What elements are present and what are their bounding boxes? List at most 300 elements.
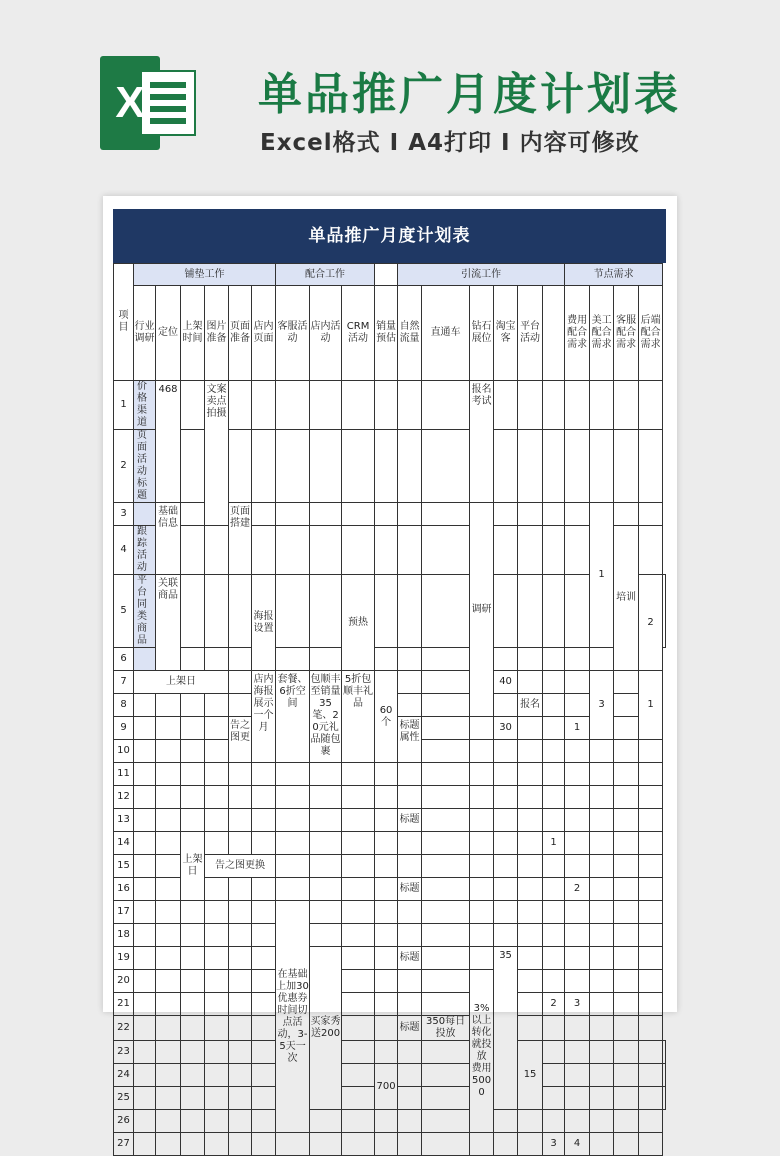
table-cell <box>422 381 470 430</box>
row-number: 5 <box>114 575 134 648</box>
table-cell <box>639 878 663 901</box>
table-cell <box>590 809 614 832</box>
table-cell <box>205 993 229 1016</box>
table-cell <box>398 1087 422 1110</box>
table-cell <box>565 901 590 924</box>
table-cell <box>252 786 276 809</box>
table-cell <box>422 970 470 993</box>
table-cell <box>229 1087 252 1110</box>
table-cell <box>614 1110 639 1133</box>
table-cell <box>156 901 181 924</box>
table-cell <box>375 947 398 970</box>
col-blank <box>543 286 565 381</box>
table-cell <box>639 526 663 575</box>
table-cell <box>181 1041 205 1064</box>
table-cell <box>252 1110 276 1133</box>
table-cell <box>229 694 252 717</box>
table-cell <box>639 901 663 924</box>
table-cell <box>156 740 181 763</box>
table-cell <box>494 763 518 786</box>
cell-r25-forecast: 700 <box>375 1064 398 1110</box>
table-cell <box>470 832 494 855</box>
cell-r8-platform: 报名 <box>518 694 543 717</box>
table-cell <box>229 575 252 648</box>
table-cell <box>134 1110 156 1133</box>
table-cell <box>156 993 181 1016</box>
table-cell <box>342 503 375 526</box>
table-cell <box>494 648 518 671</box>
table-cell <box>342 947 375 970</box>
table-cell <box>518 901 543 924</box>
table-cell <box>494 430 518 503</box>
table-cell <box>375 1041 398 1064</box>
table-cell <box>276 430 310 503</box>
table-cell <box>590 1041 614 1064</box>
table-cell <box>565 694 590 717</box>
table-cell <box>422 526 470 575</box>
table-cell <box>252 809 276 832</box>
cell-r7-crm: 5折包顺丰礼品 <box>342 671 375 763</box>
col-art-need: 美工配合需求 <box>590 286 614 381</box>
table-cell <box>181 430 205 503</box>
table-row <box>114 575 666 648</box>
table-cell <box>205 947 229 970</box>
plan-table <box>113 263 666 1156</box>
table-cell <box>422 809 470 832</box>
table-cell <box>229 1064 252 1087</box>
cell-r2-industry: 页面活动标题 <box>134 430 156 503</box>
row-number: 1 <box>114 381 134 430</box>
table-cell <box>422 671 470 694</box>
col-item: 项目 <box>114 264 134 381</box>
table-cell <box>590 430 614 503</box>
cell-r16-organic: 标题 <box>398 878 422 901</box>
table-cell <box>543 1016 565 1041</box>
table-cell <box>398 901 422 924</box>
table-cell <box>494 924 518 947</box>
cell-r21-diamond: 3%以上转化就投放 费用5000 <box>470 970 494 1133</box>
table-cell <box>565 809 590 832</box>
table-cell <box>375 503 398 526</box>
table-cell <box>134 786 156 809</box>
table-cell <box>614 855 639 878</box>
table-cell <box>470 809 494 832</box>
table-cell <box>205 1110 229 1133</box>
table-cell <box>134 717 156 740</box>
col-image-prep: 图片准备 <box>205 286 229 381</box>
table-cell <box>614 786 639 809</box>
table-cell <box>398 832 422 855</box>
table-cell <box>518 763 543 786</box>
table-cell <box>342 1064 375 1087</box>
table-cell <box>422 855 470 878</box>
table-row <box>114 786 666 809</box>
table-cell <box>205 763 229 786</box>
table-cell <box>310 855 342 878</box>
table-cell <box>494 503 518 526</box>
table-cell <box>518 740 543 763</box>
table-cell <box>156 878 181 901</box>
table-cell <box>181 648 205 671</box>
table-cell <box>543 878 565 901</box>
table-cell <box>252 1133 276 1156</box>
col-ztc: 直通车 <box>422 286 470 381</box>
table-cell <box>518 503 543 526</box>
table-cell <box>181 740 205 763</box>
table-cell <box>543 430 565 503</box>
table-cell <box>181 1110 205 1133</box>
row-number: 18 <box>114 924 134 947</box>
table-cell <box>205 575 229 648</box>
table-cell <box>156 1016 181 1041</box>
table-cell <box>518 526 543 575</box>
table-cell <box>590 763 614 786</box>
table-cell <box>565 1016 590 1041</box>
table-cell <box>565 763 590 786</box>
table-cell <box>252 832 276 855</box>
table-cell <box>229 924 252 947</box>
table-cell <box>565 832 590 855</box>
table-cell <box>494 878 518 901</box>
cell-r16-cost: 2 <box>565 878 590 901</box>
table-row <box>114 1016 666 1041</box>
cell-r5-art: 2 <box>639 575 663 671</box>
table-cell <box>252 763 276 786</box>
table-cell <box>422 694 470 717</box>
row-number: 24 <box>114 1064 134 1087</box>
table-cell <box>590 1110 614 1133</box>
row-number: 23 <box>114 1041 134 1064</box>
table-cell <box>310 809 342 832</box>
table-cell <box>310 526 342 575</box>
table-cell <box>663 1041 666 1064</box>
cell-r24-taobaoke: 15 <box>518 1041 543 1110</box>
table-cell <box>663 1087 666 1110</box>
col-cs-event: 客服活动 <box>276 286 310 381</box>
row-number: 22 <box>114 1016 134 1041</box>
row-number: 20 <box>114 970 134 993</box>
table-cell <box>518 381 543 430</box>
table-cell <box>276 832 310 855</box>
cell-r20-taobaoke: 35 <box>494 947 518 1110</box>
table-cell <box>181 503 205 526</box>
table-cell <box>422 503 470 526</box>
cell-r13-organic: 标题 <box>398 809 422 832</box>
cell-r21-cost: 3 <box>565 993 590 1016</box>
table-cell <box>422 947 470 970</box>
table-cell <box>205 878 229 901</box>
table-cell <box>422 832 470 855</box>
table-cell <box>181 786 205 809</box>
table-cell <box>614 430 639 503</box>
table-cell <box>342 993 375 1016</box>
table-cell <box>156 786 181 809</box>
table-cell <box>375 924 398 947</box>
table-cell <box>639 1110 663 1133</box>
table-cell <box>639 993 663 1016</box>
table-cell <box>494 809 518 832</box>
table-cell <box>565 1110 590 1133</box>
table-cell <box>590 970 614 993</box>
cell-r6-diamond: 调研 <box>470 503 494 717</box>
table-cell <box>276 1133 310 1156</box>
table-cell <box>565 648 590 671</box>
table-cell <box>342 1016 375 1041</box>
table-cell <box>614 1133 639 1156</box>
table-cell <box>422 878 470 901</box>
table-cell <box>375 855 398 878</box>
table-row <box>114 809 666 832</box>
table-cell <box>310 924 342 947</box>
table-cell <box>310 786 342 809</box>
table-cell <box>543 970 565 993</box>
table-cell <box>181 1064 205 1087</box>
table-cell <box>565 947 590 970</box>
table-cell <box>156 855 181 878</box>
table-cell <box>422 1087 470 1110</box>
table-cell <box>639 763 663 786</box>
table-cell <box>134 1087 156 1110</box>
table-cell <box>310 430 342 503</box>
table-cell <box>205 1087 229 1110</box>
page-subtitle: Excel格式 I A4打印 I 内容可修改 <box>260 130 640 156</box>
row-number: 9 <box>114 717 134 740</box>
table-cell <box>518 970 543 993</box>
table-cell <box>470 1133 494 1156</box>
table-cell <box>276 503 310 526</box>
table-cell <box>156 717 181 740</box>
table-cell <box>422 993 470 1016</box>
table-cell <box>422 1064 470 1087</box>
table-cell <box>310 878 342 901</box>
table-cell <box>639 809 663 832</box>
table-cell <box>565 970 590 993</box>
row-number: 3 <box>114 503 134 526</box>
table-cell <box>229 1016 252 1041</box>
table-cell <box>205 1041 229 1064</box>
table-cell <box>181 993 205 1016</box>
table-row <box>114 1041 666 1064</box>
table-cell <box>252 947 276 970</box>
table-cell <box>614 993 639 1016</box>
table-cell <box>229 901 252 924</box>
table-cell <box>614 901 639 924</box>
table-cell <box>252 1016 276 1041</box>
table-cell <box>310 648 342 671</box>
table-cell <box>342 832 375 855</box>
table-cell <box>398 430 422 503</box>
table-cell <box>494 575 518 648</box>
table-row <box>114 947 666 970</box>
cell-r27-blank: 3 <box>543 1133 565 1156</box>
table-cell <box>375 575 398 648</box>
table-cell <box>205 786 229 809</box>
table-cell <box>342 878 375 901</box>
table-cell <box>252 1041 276 1064</box>
table-cell <box>639 430 663 503</box>
table-cell <box>590 740 614 763</box>
group-traffic: 引流工作 <box>398 264 565 286</box>
cell-r15-launch: 上架日 <box>181 832 205 901</box>
table-cell <box>229 381 252 430</box>
table-cell <box>639 1087 663 1110</box>
cell-r22-organic: 标题 <box>398 1016 422 1041</box>
row-number: 21 <box>114 993 134 1016</box>
table-cell <box>543 924 565 947</box>
table-cell <box>229 970 252 993</box>
cell-r8-logistics: 1 <box>639 671 663 740</box>
table-cell <box>276 855 310 878</box>
table-cell <box>342 526 375 575</box>
col-organic: 自然流量 <box>398 286 422 381</box>
table-cell <box>181 381 205 430</box>
table-cell <box>134 1041 156 1064</box>
table-cell <box>639 970 663 993</box>
row-number: 15 <box>114 855 134 878</box>
group-coop: 配合工作 <box>276 264 375 286</box>
table-cell <box>422 648 470 671</box>
table-cell <box>342 970 375 993</box>
table-cell <box>342 1110 375 1133</box>
table-cell <box>134 763 156 786</box>
table-cell <box>276 575 310 648</box>
table-cell <box>375 430 398 503</box>
table-cell <box>229 430 252 503</box>
table-cell <box>590 381 614 430</box>
table-cell <box>181 526 205 575</box>
table-cell <box>494 855 518 878</box>
table-cell <box>543 763 565 786</box>
table-cell <box>375 1110 398 1133</box>
table-cell <box>590 924 614 947</box>
table-cell <box>398 1133 422 1156</box>
table-cell <box>375 526 398 575</box>
table-cell <box>398 575 422 648</box>
table-cell <box>156 970 181 993</box>
table-cell <box>181 694 205 717</box>
table-cell <box>590 901 614 924</box>
table-cell <box>518 809 543 832</box>
table-cell <box>181 924 205 947</box>
cell-r21-blank: 2 <box>543 993 565 1016</box>
col-platform: 平台活动 <box>518 286 543 381</box>
table-cell <box>590 1133 614 1156</box>
table-cell <box>398 526 422 575</box>
table-cell <box>398 1041 422 1064</box>
table-cell <box>342 1087 375 1110</box>
table-cell <box>375 1016 398 1041</box>
table-cell <box>398 993 422 1016</box>
table-cell <box>639 855 663 878</box>
table-cell <box>494 786 518 809</box>
table-cell <box>565 1041 590 1064</box>
table-cell <box>422 763 470 786</box>
table-cell <box>156 1133 181 1156</box>
table-cell <box>134 855 156 878</box>
table-cell <box>134 503 156 526</box>
excel-icon <box>100 56 198 150</box>
table-cell <box>398 1064 422 1087</box>
table-cell <box>156 1110 181 1133</box>
table-cell <box>229 809 252 832</box>
row-number: 16 <box>114 878 134 901</box>
table-cell <box>398 855 422 878</box>
table-cell <box>470 740 494 763</box>
cell-r7-taobaoke: 40 <box>494 671 518 694</box>
col-positioning: 定位 <box>156 286 181 381</box>
cell-r8-forecast: 60个 <box>375 671 398 763</box>
table-cell <box>375 970 398 993</box>
table-cell <box>565 786 590 809</box>
table-cell <box>205 717 229 740</box>
row-number: 2 <box>114 430 134 503</box>
table-cell <box>398 694 422 717</box>
table-cell <box>375 901 398 924</box>
table-cell <box>590 855 614 878</box>
table-cell <box>205 1016 229 1041</box>
table-row <box>114 924 666 947</box>
table-row <box>114 430 666 503</box>
row-number: 11 <box>114 763 134 786</box>
cell-r15-image: 告之图更换 <box>205 855 276 878</box>
cell-r9-organic: 标题属性 <box>398 717 422 763</box>
table-cell <box>205 648 229 671</box>
table-cell <box>205 832 229 855</box>
table-cell <box>134 878 156 901</box>
col-diamond: 钻石展位 <box>470 286 494 381</box>
table-cell <box>614 740 639 763</box>
table-cell <box>310 1110 342 1133</box>
table-cell <box>205 740 229 763</box>
table-cell <box>543 786 565 809</box>
table-cell <box>614 717 639 740</box>
table-cell <box>590 878 614 901</box>
table-cell <box>276 878 310 901</box>
cell-r5-industry: 平台同类商品 <box>134 575 156 648</box>
cell-r7-cs: 套餐、6折空间 <box>276 671 310 763</box>
table-cell <box>614 763 639 786</box>
table-cell <box>134 993 156 1016</box>
table-cell <box>590 1087 614 1110</box>
table-cell <box>543 855 565 878</box>
table-cell <box>543 717 565 740</box>
table-cell <box>375 832 398 855</box>
table-cell <box>494 1110 518 1133</box>
row-number: 19 <box>114 947 134 970</box>
col-store-event: 店内活动 <box>310 286 342 381</box>
table-cell <box>518 947 543 970</box>
table-cell <box>565 671 590 694</box>
table-cell <box>565 1064 590 1087</box>
table-cell <box>229 1041 252 1064</box>
table-cell <box>614 970 639 993</box>
table-cell <box>422 740 470 763</box>
table-cell <box>229 786 252 809</box>
col-sales-forecast: 销量预估 <box>375 286 398 381</box>
table-cell <box>565 924 590 947</box>
table-cell <box>565 381 590 430</box>
table-row <box>114 901 666 924</box>
table-cell <box>181 1087 205 1110</box>
table-cell <box>276 381 310 430</box>
table-cell <box>543 648 565 671</box>
table-cell <box>229 993 252 1016</box>
table-cell <box>310 381 342 430</box>
table-cell <box>229 947 252 970</box>
table-row <box>114 970 666 993</box>
col-cs-need: 客服配合需求 <box>614 286 639 381</box>
table-cell <box>310 901 342 924</box>
